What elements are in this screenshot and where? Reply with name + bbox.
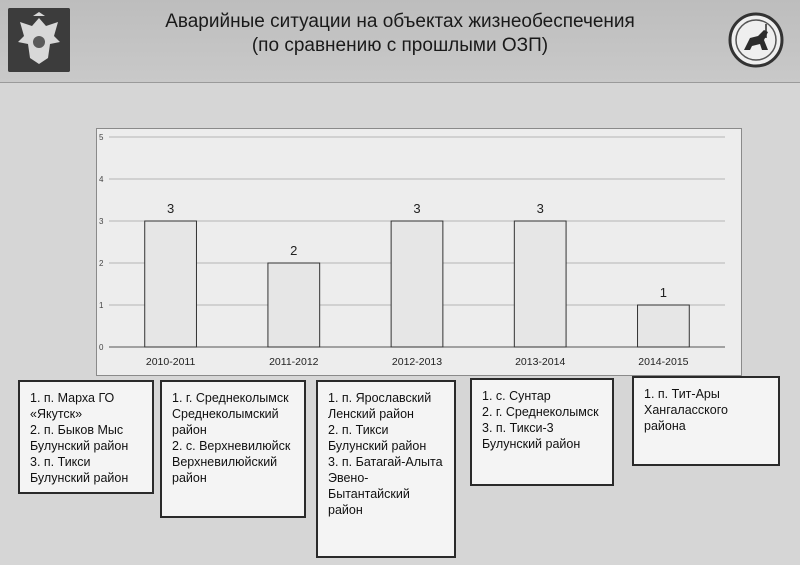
note-box-2 (160, 380, 306, 518)
note-4-item-2: 2. г. Среднеколымск (482, 405, 599, 419)
data-label: 3 (536, 201, 544, 216)
x-tick-label: 2014-2015 (638, 356, 689, 368)
note-box-1 (18, 380, 154, 494)
header (0, 0, 800, 83)
x-tick-label: 2011-2012 (269, 356, 319, 368)
bar (514, 221, 566, 347)
page-title (90, 10, 710, 58)
bar (638, 305, 690, 347)
yakutia-coat-of-arms-icon (728, 12, 784, 68)
note-3-item-2: 2. п. Тикси Булунский район (328, 423, 427, 453)
note-3-item-3: 3. п. Батагай-Алыта Эвено-Бытантайский район (328, 455, 443, 517)
y-tick-label: 3 (99, 217, 104, 226)
title-line-1: Аварийные ситуации на объектах жизнеобеспечения (165, 11, 635, 32)
y-tick-label: 2 (99, 259, 104, 268)
bar (145, 221, 197, 347)
note-box-4 (470, 378, 614, 486)
bar-chart (97, 129, 741, 375)
x-tick-label: 2013-2014 (515, 356, 566, 368)
data-label: 1 (659, 285, 668, 300)
data-label: 2 (290, 243, 298, 258)
bar (268, 263, 320, 347)
note-2-item-2: 2. с. Верхневилюйск Верхневилюйский район (172, 439, 291, 485)
russia-coat-of-arms-icon (8, 8, 70, 72)
bar (391, 221, 443, 347)
data-label: 3 (166, 201, 175, 216)
note-1-item-1: 1. п. Марха ГО «Якутск» (30, 391, 115, 421)
y-tick-label: 4 (99, 175, 104, 184)
data-label: 3 (413, 201, 421, 216)
y-tick-label: 5 (99, 133, 104, 142)
note-4-item-1: 1. с. Сунтар (482, 389, 551, 403)
chart-panel (96, 128, 742, 376)
note-box-3 (316, 380, 456, 558)
title-line-2: (по сравнению с прошлыми ОЗП) (251, 35, 549, 56)
note-1-item-3: 3. п. Тикси Булунский район (30, 455, 129, 485)
y-tick-label: 0 (99, 343, 104, 352)
x-tick-label: 2012-2013 (391, 356, 443, 368)
note-4-item-3: 3. п. Тикси-3 Булунский район (482, 421, 581, 451)
note-5-item-1: 1. п. Тит-Ары Хангаласского района (644, 387, 728, 433)
y-tick-label: 1 (99, 301, 104, 310)
note-1-item-2: 2. п. Быков Мыс Булунский район (30, 423, 129, 453)
x-tick-label: 2010-2011 (145, 356, 196, 368)
note-box-5 (632, 376, 780, 466)
note-2-item-1: 1. г. Среднеколымск Среднеколымский район (172, 391, 289, 437)
note-3-item-1: 1. п. Ярославский Ленский район (328, 391, 432, 421)
